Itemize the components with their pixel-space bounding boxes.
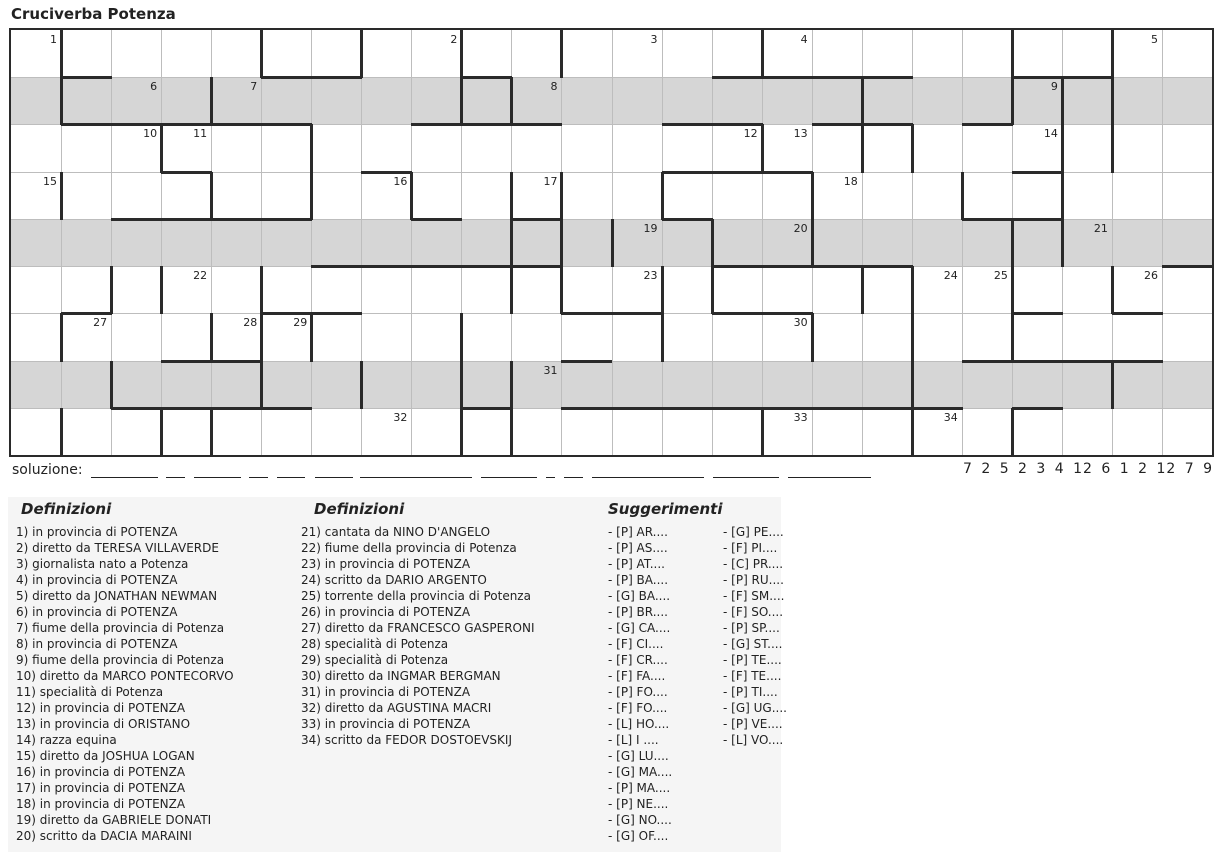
cell-number: 10 — [143, 127, 158, 141]
grid-line — [662, 30, 663, 455]
definition-item: 4) in provincia di POTENZA — [16, 573, 178, 587]
grid-wall — [1011, 408, 1014, 456]
solution-blank[interactable] — [592, 477, 704, 478]
grid-wall — [762, 312, 813, 315]
definition-item: 18) in provincia di POTENZA — [16, 797, 186, 811]
grid-wall — [460, 361, 463, 409]
grid-wall — [511, 265, 562, 268]
grid-wall — [160, 266, 163, 314]
suggestion-item: - [P] TE.... — [723, 653, 782, 667]
grid-wall — [260, 313, 263, 361]
cell-number: 27 — [93, 316, 108, 330]
definition-item: 15) diretto da JOSHUA LOGAN — [16, 749, 195, 763]
grid-wall — [861, 266, 864, 314]
grid-wall — [1111, 266, 1114, 314]
grid-wall — [862, 123, 913, 126]
grid-wall — [510, 219, 513, 267]
grid-wall — [962, 123, 1013, 126]
cell-number: 22 — [193, 269, 208, 283]
grid-wall — [460, 408, 463, 456]
suggestion-item: - [G] UG.... — [723, 701, 787, 715]
solution-letter-counts: 7 2 5 2 3 4 12 6 1 2 12 7 9 — [962, 461, 1213, 477]
grid-wall — [662, 171, 713, 174]
grid-wall — [762, 171, 813, 174]
cell-number: 13 — [793, 127, 808, 141]
grid-wall — [712, 76, 763, 79]
definitions-heading: Definizioni — [21, 500, 112, 518]
grid-wall — [1011, 77, 1014, 125]
grid-wall — [461, 123, 512, 126]
suggestion-item: - [F] SM.... — [723, 589, 785, 603]
definitions-list — [301, 524, 535, 748]
grid-wall — [210, 172, 213, 220]
grid-wall — [161, 171, 212, 174]
definition-item: 31) in provincia di POTENZA — [301, 685, 471, 699]
grid-wall — [360, 361, 363, 409]
grid-wall — [460, 30, 463, 78]
grid-wall — [510, 77, 513, 125]
grid-wall — [560, 172, 563, 220]
grid-wall — [510, 361, 513, 409]
page-title: Cruciverba Potenza — [11, 5, 176, 23]
grid-wall — [410, 172, 413, 220]
grid-wall — [661, 266, 664, 314]
grid-wall — [160, 408, 163, 456]
solution-blank[interactable] — [481, 477, 537, 478]
grid-wall — [911, 266, 914, 314]
grid-wall — [761, 408, 764, 456]
grid-wall — [461, 265, 512, 268]
grid-wall — [662, 123, 713, 126]
grid-wall — [511, 123, 562, 126]
grid-wall — [812, 76, 863, 79]
grid-wall — [1012, 407, 1063, 410]
grid-wall — [1112, 360, 1163, 363]
definition-item: 30) diretto da INGMAR BERGMAN — [301, 669, 501, 683]
grid-wall — [161, 123, 212, 126]
grid-wall — [111, 123, 162, 126]
grid-wall — [311, 265, 362, 268]
solution-blank[interactable] — [360, 477, 472, 478]
definition-item: 26) in provincia di POTENZA — [301, 605, 471, 619]
definitions-heading: Definizioni — [314, 500, 405, 518]
cell-number: 14 — [1043, 127, 1058, 141]
cell-number: 19 — [643, 221, 658, 235]
grid-wall — [1012, 360, 1063, 363]
grid-wall — [1062, 360, 1113, 363]
solution-blank[interactable] — [166, 477, 185, 478]
suggestions-heading: Suggerimenti — [608, 500, 723, 518]
definition-item: 13) in provincia di ORISTANO — [16, 717, 191, 731]
definition-item: 21) cantata da NINO D'ANGELO — [301, 525, 491, 539]
grid-wall — [310, 172, 313, 220]
definition-item: 7) fiume della provincia di Potenza — [16, 621, 225, 635]
grid-wall — [662, 218, 713, 221]
grid-wall — [561, 407, 612, 410]
grid-wall — [110, 361, 113, 409]
grid-line — [762, 30, 763, 455]
grid-wall — [1012, 76, 1063, 79]
suggestion-item: - [P] AS.... — [608, 541, 668, 555]
grid-wall — [661, 172, 664, 220]
grid-wall — [211, 360, 262, 363]
grid-wall — [360, 30, 363, 78]
definition-item: 2) diretto da TERESA VILLAVERDE — [16, 541, 219, 555]
grid-wall — [1011, 313, 1014, 361]
cell-number: 12 — [743, 127, 758, 141]
grid-wall — [261, 407, 312, 410]
suggestion-item: - [L] VO.... — [723, 733, 784, 747]
cell-number: 1 — [50, 33, 58, 46]
grid-wall — [211, 407, 262, 410]
grid-wall — [1061, 77, 1064, 125]
grid-wall — [111, 218, 162, 221]
suggestion-item: - [P] BR.... — [608, 605, 668, 619]
grid-wall — [962, 218, 1013, 221]
grid-wall — [811, 172, 814, 220]
grid-wall — [60, 77, 63, 125]
cell-number: 9 — [1050, 80, 1058, 94]
grid-wall — [1062, 76, 1113, 79]
definition-item: 24) scritto da DARIO ARGENTO — [301, 573, 487, 587]
grid-wall — [1061, 172, 1064, 220]
grid-wall — [812, 407, 863, 410]
solution-label: soluzione: — [12, 462, 83, 478]
suggestion-item: - [G] MA.... — [608, 765, 673, 779]
suggestion-item: - [P] AT.... — [608, 557, 665, 571]
grid-wall — [310, 313, 313, 361]
grid-line — [311, 30, 312, 455]
grid-wall — [862, 265, 913, 268]
suggestion-item: - [F] TE.... — [723, 669, 782, 683]
grid-wall — [560, 219, 563, 267]
grid-wall — [61, 312, 112, 315]
solution-blank[interactable] — [564, 477, 583, 478]
cell-number: 30 — [793, 316, 808, 330]
grid-line — [1162, 30, 1163, 455]
grid-wall — [911, 361, 914, 409]
grid-wall — [310, 124, 313, 172]
cell-number: 23 — [643, 269, 658, 283]
cell-number: 34 — [943, 410, 958, 424]
grid-wall — [1111, 361, 1114, 409]
grid-wall — [260, 361, 263, 409]
grid-wall — [61, 76, 112, 79]
grid-wall — [561, 312, 612, 315]
cell-number: 4 — [800, 33, 808, 46]
suggestion-item: - [F] FA.... — [608, 669, 666, 683]
grid-wall — [712, 123, 763, 126]
grid-line — [161, 30, 162, 455]
suggestions-list-2 — [723, 524, 787, 748]
suggestion-item: - [P] MA.... — [608, 781, 671, 795]
grid-wall — [1111, 124, 1114, 172]
grid-wall — [612, 312, 663, 315]
suggestion-item: - [G] PE.... — [723, 525, 784, 539]
grid-wall — [210, 313, 213, 361]
definition-item: 33) in provincia di POTENZA — [301, 717, 471, 731]
suggestion-item: - [G] NO.... — [608, 813, 672, 827]
grid-wall — [812, 123, 863, 126]
suggestion-item: - [L] HO.... — [608, 717, 670, 731]
grid-wall — [510, 266, 513, 314]
grid-wall — [411, 265, 462, 268]
cell-number: 3 — [650, 33, 658, 46]
definition-item: 11) specialità di Potenza — [16, 685, 164, 699]
grid-wall — [712, 312, 763, 315]
grid-wall — [161, 218, 212, 221]
cell-number: 6 — [150, 80, 158, 94]
grid-wall — [1012, 171, 1063, 174]
cell-number: 28 — [243, 316, 258, 330]
definition-item: 23) in provincia di POTENZA — [301, 557, 471, 571]
grid-line — [411, 30, 412, 455]
cell-number: 32 — [393, 410, 408, 424]
definition-item: 17) in provincia di POTENZA — [16, 781, 186, 795]
grid-wall — [1061, 219, 1064, 267]
suggestion-item: - [P] NE.... — [608, 797, 669, 811]
cell-number: 2 — [450, 33, 458, 46]
definition-item: 19) diretto da GABRIELE DONATI — [16, 813, 212, 827]
grid-wall — [661, 313, 664, 361]
definition-item: 27) diretto da FRANCESCO GASPERONI — [301, 621, 535, 635]
solution-blank[interactable] — [277, 477, 305, 478]
grid-wall — [712, 171, 763, 174]
grid-wall — [161, 407, 212, 410]
solution-blank[interactable] — [315, 477, 353, 478]
grid-wall — [762, 265, 813, 268]
grid-wall — [811, 313, 814, 361]
grid-wall — [712, 265, 763, 268]
grid-wall — [311, 76, 362, 79]
grid-wall — [761, 30, 764, 78]
grid-wall — [912, 407, 963, 410]
suggestion-item: - [F] FO.... — [608, 701, 668, 715]
grid-wall — [511, 218, 562, 221]
grid-wall — [260, 30, 263, 78]
grid-wall — [762, 76, 813, 79]
definition-item: 9) fiume della provincia di Potenza — [16, 653, 225, 667]
suggestion-item: - [P] AR.... — [608, 525, 668, 539]
solution-blank[interactable] — [194, 477, 241, 478]
definition-item: 5) diretto da JONATHAN NEWMAN — [16, 589, 218, 603]
cell-number: 5 — [1150, 33, 1158, 46]
suggestion-item: - [F] PI.... — [723, 541, 778, 555]
grid-wall — [211, 218, 262, 221]
cell-number: 26 — [1143, 269, 1158, 283]
grid-wall — [762, 407, 813, 410]
grid-wall — [1012, 312, 1063, 315]
grid-wall — [261, 76, 312, 79]
cell-number: 7 — [250, 80, 258, 94]
grid-wall — [60, 172, 63, 220]
suggestion-item: - [P] FO.... — [608, 685, 668, 699]
grid-wall — [862, 76, 913, 79]
definition-item: 1) in provincia di POTENZA — [16, 525, 178, 539]
suggestion-item: - [F] CR.... — [608, 653, 668, 667]
definition-item: 34) scritto da FEDOR DOSTOEVSKIJ — [301, 733, 512, 747]
grid-wall — [260, 266, 263, 314]
grid-wall — [861, 124, 864, 172]
grid-wall — [411, 123, 462, 126]
suggestion-item: - [F] SO.... — [723, 605, 784, 619]
grid-wall — [1162, 265, 1213, 268]
grid-wall — [1061, 124, 1064, 172]
grid-wall — [461, 76, 512, 79]
cell-number: 33 — [793, 410, 808, 424]
grid-wall — [111, 407, 162, 410]
grid-wall — [461, 407, 512, 410]
definition-item: 6) in provincia di POTENZA — [16, 605, 178, 619]
solution-blank[interactable] — [249, 477, 268, 478]
definition-item: 3) giornalista nato a Potenza — [16, 557, 189, 571]
cell-number: 11 — [193, 127, 208, 141]
solution-blank[interactable] — [788, 477, 871, 478]
grid-wall — [711, 219, 714, 267]
suggestion-item: - [G] BA.... — [608, 589, 671, 603]
solution-blank[interactable] — [713, 477, 779, 478]
cell-number: 29 — [293, 316, 308, 330]
grid-wall — [962, 360, 1013, 363]
definition-item: 29) specialità di Potenza — [301, 653, 449, 667]
grid-wall — [261, 312, 312, 315]
definition-item: 22) fiume della provincia di Potenza — [301, 541, 517, 555]
suggestion-item: - [P] RU.... — [723, 573, 784, 587]
cell-number: 16 — [393, 174, 408, 188]
grid-wall — [961, 172, 964, 220]
definition-item: 25) torrente della provincia di Potenza — [301, 589, 531, 603]
grid-wall — [662, 407, 713, 410]
suggestions-list-1 — [608, 524, 672, 844]
grid-wall — [561, 360, 612, 363]
grid-wall — [761, 124, 764, 172]
grid-wall — [210, 77, 213, 125]
definition-item: 20) scritto da DACIA MARAINI — [16, 829, 192, 843]
cell-number: 8 — [550, 80, 558, 94]
definitions-list — [16, 524, 234, 844]
grid-wall — [711, 266, 714, 314]
suggestion-item: - [L] I .... — [608, 733, 659, 747]
suggestion-item: - [C] PR.... — [723, 557, 784, 571]
grid-wall — [60, 408, 63, 456]
suggestion-item: - [G] LU.... — [608, 749, 669, 763]
grid-wall — [60, 30, 63, 78]
grid-wall — [1012, 218, 1063, 221]
grid-wall — [612, 407, 663, 410]
grid-wall — [1011, 266, 1014, 314]
grid-wall — [712, 407, 763, 410]
grid-wall — [411, 218, 462, 221]
grid-wall — [1011, 219, 1014, 267]
cell-number: 24 — [943, 269, 958, 283]
grid-line — [962, 30, 963, 455]
grid-wall — [211, 123, 262, 126]
grid-wall — [560, 266, 563, 314]
grid-wall — [261, 123, 312, 126]
suggestion-item: - [P] BA.... — [608, 573, 669, 587]
cell-number: 31 — [543, 363, 558, 377]
grid-wall — [1011, 30, 1014, 78]
cell-number: 15 — [43, 174, 58, 188]
clues-panel — [8, 497, 787, 852]
suggestion-item: - [G] OF.... — [608, 829, 669, 843]
grid-wall — [1111, 30, 1114, 78]
grid-wall — [210, 408, 213, 456]
suggestion-item: - [P] SP.... — [723, 621, 780, 635]
grid-wall — [60, 313, 63, 361]
definition-item: 16) in provincia di POTENZA — [16, 765, 186, 779]
cell-number: 20 — [793, 221, 808, 235]
definition-item: 28) specialità di Potenza — [301, 637, 449, 651]
grid-wall — [560, 30, 563, 78]
definition-item: 32) diretto da AGUSTINA MACRI — [301, 701, 492, 715]
suggestion-item: - [G] ST.... — [723, 637, 783, 651]
suggestion-item: - [P] VE.... — [723, 717, 783, 731]
cell-number: 17 — [543, 174, 558, 188]
solution-blank[interactable] — [91, 477, 158, 478]
grid-wall — [861, 77, 864, 125]
definition-item: 14) razza equina — [16, 733, 117, 747]
grid-wall — [1112, 312, 1163, 315]
grid-wall — [911, 313, 914, 361]
grid-wall — [510, 172, 513, 220]
grid-wall — [811, 219, 814, 267]
grid-wall — [911, 124, 914, 172]
definition-item: 12) in provincia di POTENZA — [16, 701, 186, 715]
grid-wall — [361, 265, 412, 268]
grid-wall — [110, 266, 113, 314]
grid-wall — [160, 124, 163, 172]
grid-wall — [510, 408, 513, 456]
grid-wall — [1111, 77, 1114, 125]
suggestion-item: - [P] TI.... — [723, 685, 778, 699]
definition-item: 8) in provincia di POTENZA — [16, 637, 178, 651]
grid-wall — [911, 408, 914, 456]
grid-wall — [862, 407, 913, 410]
cell-number: 21 — [1093, 221, 1108, 235]
grid-wall — [361, 171, 412, 174]
crossword-grid[interactable] — [9, 28, 1214, 457]
grid-wall — [311, 312, 362, 315]
definition-item: 10) diretto da MARCO PONTECORVO — [16, 669, 234, 683]
solution-blank[interactable] — [546, 477, 555, 478]
grid-wall — [812, 265, 863, 268]
grid-wall — [61, 123, 112, 126]
cell-number: 18 — [843, 174, 858, 188]
grid-wall — [261, 218, 312, 221]
grid-wall — [161, 360, 212, 363]
grid-wall — [460, 77, 463, 125]
cell-number: 25 — [993, 269, 1008, 283]
grid-wall — [460, 313, 463, 361]
suggestion-item: - [G] CA.... — [608, 621, 671, 635]
suggestion-item: - [F] CI.... — [608, 637, 664, 651]
grid-wall — [611, 219, 614, 267]
